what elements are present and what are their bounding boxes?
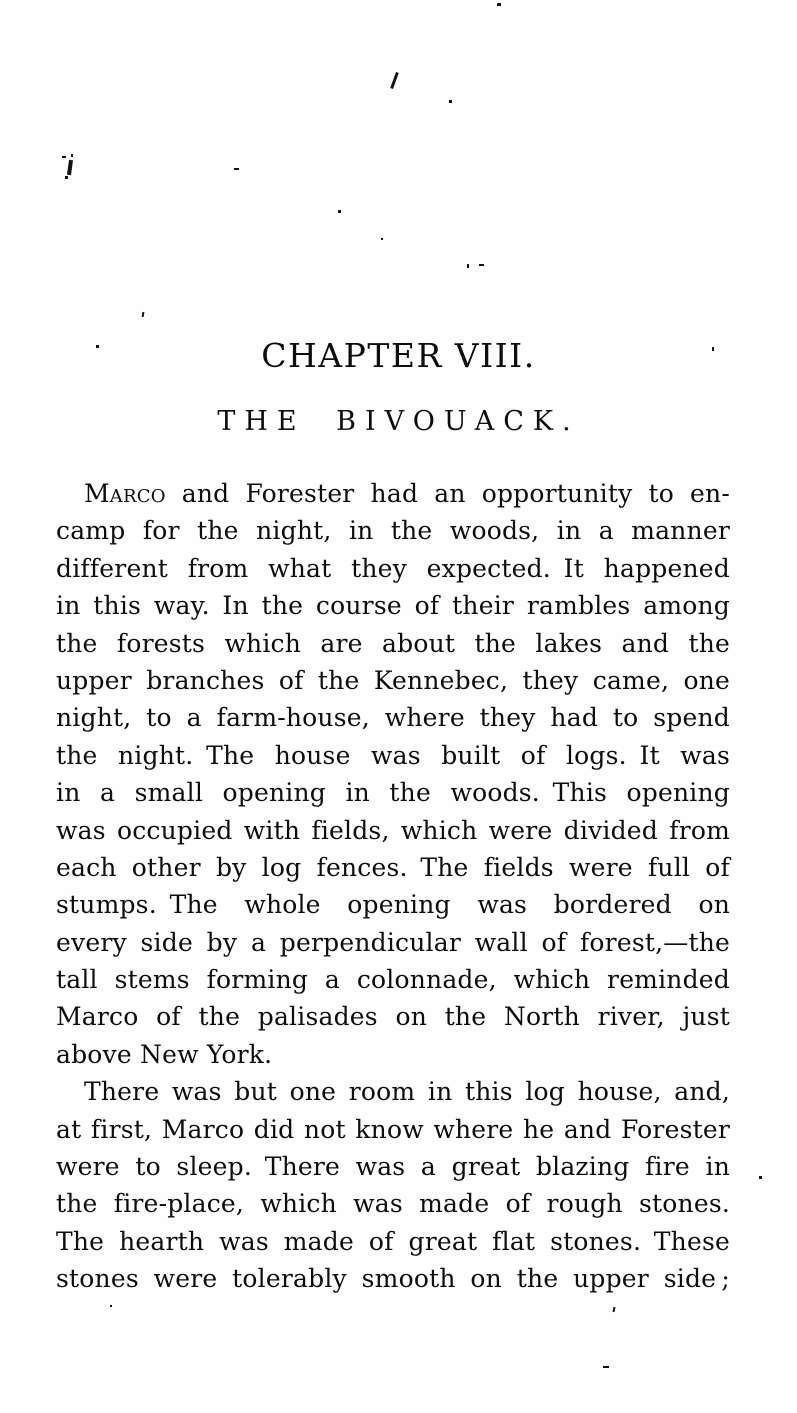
text-line: the fire-place, which was made of rough stones.: [56, 1189, 730, 1219]
chapter-heading: CHAPTER VIII.: [261, 336, 536, 375]
text-line: at first, Marco did not know where he and Forester: [56, 1114, 730, 1144]
text-line: Marco of the palisades on the North river, just: [56, 1002, 730, 1032]
scan-artifact: [234, 168, 239, 170]
text-line: different from what they expected. It happened: [56, 553, 730, 583]
text-line: the forests which are about the lakes and the: [56, 628, 730, 658]
body-text: [56, 475, 730, 1298]
scan-artifact: [479, 264, 484, 266]
scan-artifact: [613, 1307, 616, 1312]
scan-artifact: [381, 238, 383, 240]
text-line: in a small opening in the woods. This opening: [56, 778, 730, 808]
scan-artifact: [467, 264, 469, 268]
lead-word-smallcaps: Marco: [84, 479, 166, 508]
scan-artifact: [390, 72, 399, 89]
text-line: above New York.: [56, 1039, 273, 1069]
text-line: night, to a farm-house, where they had to spend: [56, 703, 730, 733]
scan-artifact: [759, 1176, 762, 1179]
scan-artifact: [71, 154, 73, 157]
scan-artifact: [110, 1305, 112, 1307]
chapter-subtitle: THE BIVOUACK.: [217, 406, 580, 437]
scan-artifact: [62, 156, 66, 158]
text-line: stones were tolerably smooth on the upper side ;: [56, 1264, 730, 1294]
text-line: The hearth was made of great flat stones. These: [56, 1226, 730, 1256]
text-line: stumps. The whole opening was bordered on: [56, 890, 730, 920]
text-line: every side by a perpendicular wall of forest,—the: [56, 927, 730, 957]
text-line: upper branches of the Kennebec, they came, one: [56, 665, 730, 695]
scan-artifact: [603, 1366, 609, 1368]
scan-artifact: [338, 210, 341, 213]
text-line: the night. The house was built of logs. It was: [56, 740, 730, 770]
text-line: was occupied with fields, which were divided from: [56, 815, 730, 845]
scan-artifact: [67, 160, 73, 175]
scan-artifact: [142, 312, 145, 317]
text-line: camp for the night, in the woods, in a manner: [56, 516, 730, 546]
paragraph-2: [56, 1073, 730, 1297]
text-line: each other by log fences. The fields were full of: [56, 852, 730, 882]
paragraph-1: [56, 475, 730, 1073]
text-line: tall stems forming a colonnade, which reminded: [56, 965, 730, 995]
scan-artifact: [65, 176, 68, 179]
text-line: in this way. In the course of their rambles among: [56, 591, 730, 621]
text-line: were to sleep. There was a great blazing fire in: [56, 1152, 730, 1182]
text-line: There was but one room in this log house, and,: [84, 1077, 730, 1107]
text-line-rest: and Forester had an opportunity to en-: [165, 479, 730, 508]
scan-artifact: [449, 100, 452, 103]
text-line: [56, 475, 730, 512]
scan-artifact: [497, 3, 501, 6]
